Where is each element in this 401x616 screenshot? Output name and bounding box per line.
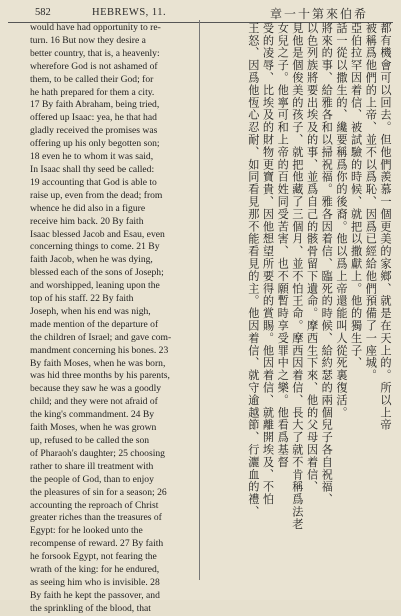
english-text-line: made mention of the departure of	[30, 318, 159, 330]
english-text-line: receive him back. 20 By faith	[30, 215, 144, 227]
english-text-line: he forsook Egypt, not fearing the	[30, 551, 157, 563]
english-text-line: faith Moses, when he was grown	[30, 422, 157, 434]
english-text-line: greater riches than the treasures of	[30, 512, 162, 524]
english-text-line: was hid three months by his parents,	[30, 370, 170, 382]
english-text-line: Joseph, when his end was nigh,	[30, 305, 151, 317]
english-text-line: raise up, even from the dead; from	[30, 189, 163, 201]
chinese-text-column-line: 被稱爲他們的上帝、並不以爲恥、因爲已經給他們預備了一座城。	[364, 22, 378, 382]
english-text-line: concerning things to come. 21 By	[30, 241, 160, 253]
english-text-line: the sprinkling of the blood, that	[30, 602, 151, 614]
page-number: 582	[35, 7, 51, 18]
chinese-text-column-line: 女兒之子。他寧可和上帝的百姓同受苦害、也不願暫時享受罪中之樂。他看爲基督	[276, 22, 290, 469]
english-text-line: By faith he kept the passover, and	[30, 589, 160, 601]
english-text-line: recompense of reward. 27 By faith	[30, 538, 164, 550]
english-text-line: In Isaac shall thy seed be called:	[30, 163, 155, 175]
english-text-column	[30, 22, 198, 614]
english-text-line: wrath of the king: for he endured,	[30, 564, 160, 576]
chinese-text-column-line: 受的凌辱、比埃及的財物更寶貴、因他想望所要得的賞賜。他因着信、就離開埃及、不怕	[261, 22, 275, 506]
english-text-line: gladly received the promises was	[30, 125, 158, 137]
english-text-line: 17 By faith Abraham, being tried,	[30, 99, 160, 111]
english-text-line: Egypt: for he looked unto the	[30, 525, 143, 537]
english-text-line: accounting the reproach of Christ	[30, 499, 159, 511]
chinese-text-column-line: 以色列族將要出埃及的事、並爲自己的骸骨留下遺命。摩西生下來、他的父母因着信、	[305, 22, 319, 494]
english-text-line: turn. 16 But now they desire a	[30, 34, 146, 46]
chinese-text-column-line: 話一從以撒生的、纔要稱爲你的後裔。他以爲上帝還能叫人從死裏復活。	[334, 22, 348, 419]
english-text-line: of Pharaoh's daughter; 25 choosing	[30, 447, 165, 459]
english-text-line: them, to be called their God; for	[30, 73, 154, 85]
chinese-text-column-line: 王怒、因爲他恆心忍耐、如同看見那不能看見的主。他因着信、就守逾越節、行灑血的禮、	[246, 22, 260, 518]
english-text-line: up, refused to be called the son	[30, 435, 150, 446]
english-text-line: top of his staff. 22 By faith	[30, 293, 134, 305]
english-text-line: By faith Moses, when he was born,	[30, 357, 166, 369]
english-text-line: wherefore God is not ashamed of	[30, 60, 158, 72]
english-text-line: whence he did also in a figure	[30, 202, 146, 214]
column-divider	[199, 20, 200, 580]
english-text-line: as seeing him who is invisible. 28	[30, 576, 160, 588]
english-text-line: offering up his only begotten son;	[30, 138, 160, 150]
english-text-line: Isaac blessed Jacob and Esau, even	[30, 228, 165, 240]
english-text-line: 19 accounting that God is able to	[30, 176, 157, 188]
english-text-line: better country, that is, a heavenly:	[30, 47, 160, 59]
chinese-running-title: 章一十第來伯希	[270, 7, 369, 21]
english-text-line: rather to share ill treatment with	[30, 460, 154, 472]
english-text-line: the people of God, than to enjoy	[30, 473, 154, 485]
english-text-line: would have had opportunity to re-	[30, 22, 161, 33]
english-text-line: 18 even he to whom it was said,	[30, 151, 154, 163]
english-text-line: blessed each of the sons of Joseph;	[30, 267, 164, 279]
chinese-text-column-line: 將來的事、給雅各和以掃祝福。雅各因着信、臨死的時候、給約瑟的兩個兒子各自祝福、	[320, 22, 334, 506]
english-text-line: because they saw he was a goodly	[30, 383, 162, 395]
english-text-line: the pleasures of sin for a season; 26	[30, 486, 167, 498]
english-text-line: faith Jacob, when he was dying,	[30, 254, 153, 266]
english-text-line: the king's commandment. 24 By	[30, 409, 155, 421]
chinese-text-column-line: 都有機會可以回去。但他們羨慕一個更美的家鄉、就是在天上的。所以上帝	[379, 22, 392, 432]
chinese-text-column-line: 見他是個俊美的孩子、就把他藏了三個月、並不怕王命。摩西因着信、長大了就不肯稱爲法老	[290, 22, 304, 531]
english-text-line: the children of Israel; and gave com-	[30, 331, 172, 343]
chinese-text-column-line: 亞伯拉罕因着信、被試驗的時候、就把以撒獻上。他的獨生子、	[349, 22, 363, 370]
english-running-title: HEBREWS, 11.	[92, 7, 167, 18]
chinese-text-column	[202, 22, 392, 582]
page-header	[8, 6, 393, 23]
english-text-line: and worshipped, leaning upon the	[30, 280, 160, 292]
english-text-line: he hath prepared for them a city.	[30, 86, 155, 98]
english-text-line: mandment concerning his bones. 23	[30, 344, 169, 356]
english-text-line: offered up Isaac: yea, he that had	[30, 112, 157, 124]
english-text-line: child; and they were not afraid of	[30, 396, 158, 408]
